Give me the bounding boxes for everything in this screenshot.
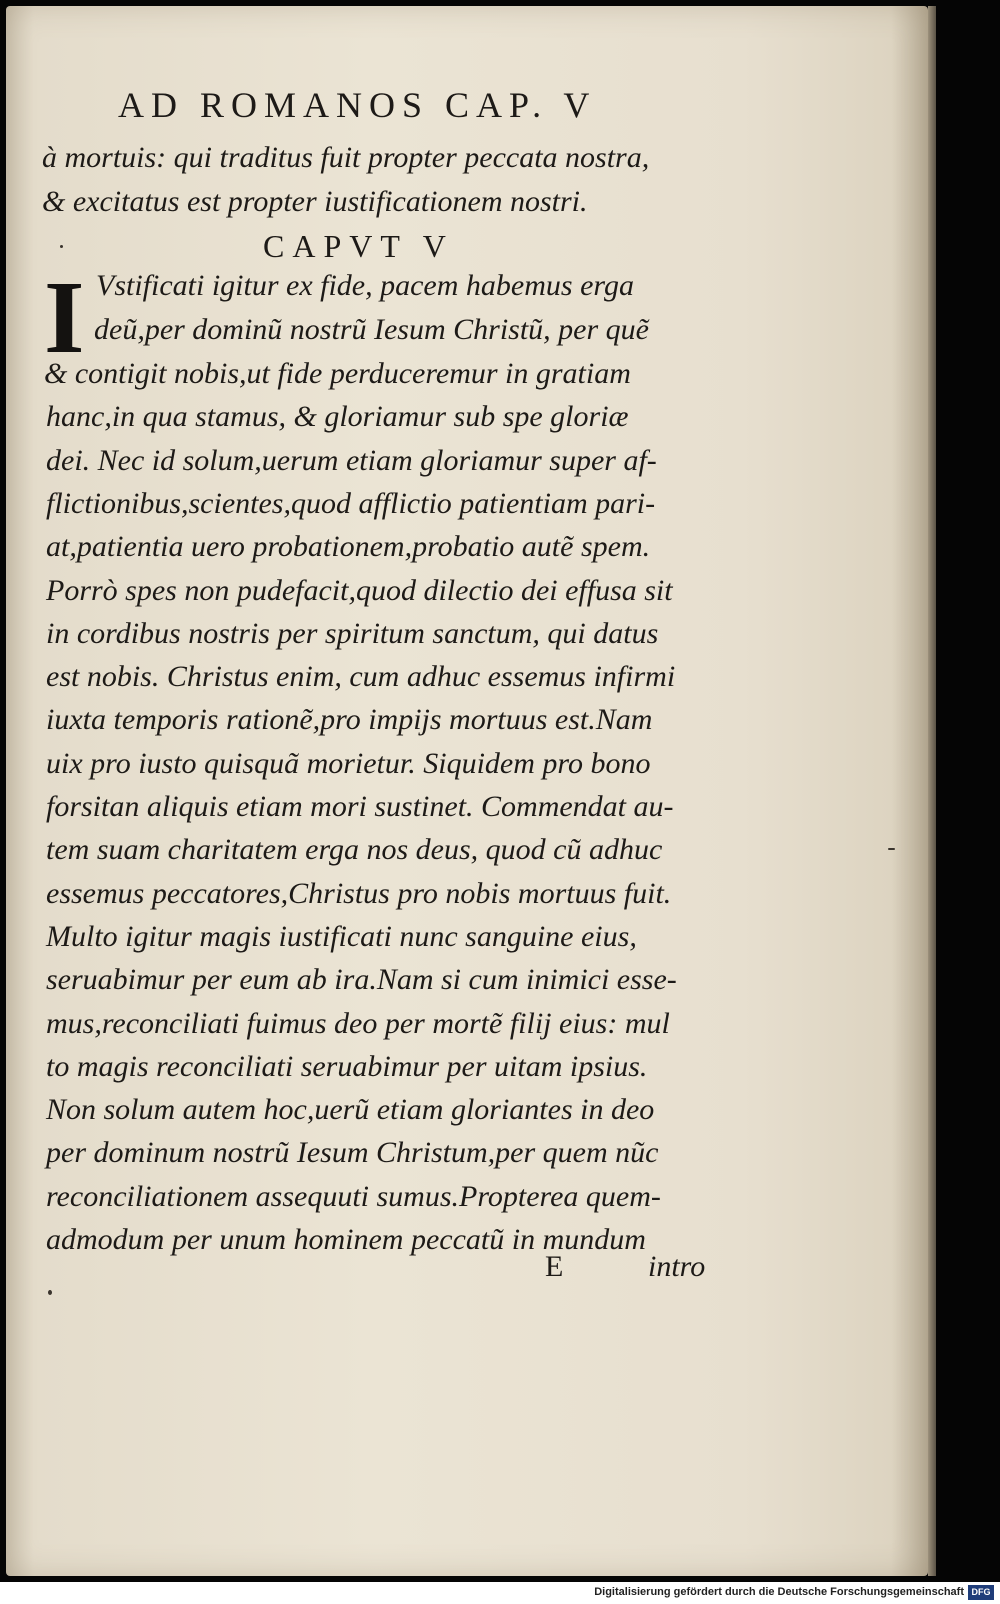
text-line-11: iuxta temporis rationẽ,pro impijs mortuus est.Nam — [46, 703, 653, 736]
text-line-13: forsitan aliquis etiam mori sustinet. Commendat au- — [46, 790, 674, 823]
text-line-12: uix pro iusto quisquã morietur. Siquidem pro bono — [46, 747, 651, 780]
text-line-21: per dominum nostrũ Iesum Christum,per quem nũc — [46, 1136, 659, 1169]
page-edge — [928, 6, 936, 1576]
ink-speck — [888, 848, 895, 850]
text-line-4: hanc,in qua stamus, & gloriamur sub spe gloriæ — [46, 400, 629, 433]
dfg-logo: DFG — [968, 1585, 994, 1600]
text-line-19: to magis reconciliati seruabimur per uitam ipsius. — [46, 1050, 648, 1083]
text-line-14: tem suam charitatem erga nos deus, quod cũ adhuc — [46, 833, 663, 866]
text-line-8: Porrò spes non pudefacit,quod dilectio dei effusa sit — [46, 574, 673, 607]
intro-line-2: & excitatus est propter iustificationem nostri. — [42, 185, 588, 218]
running-header: AD ROMANOS CAP. V — [118, 85, 597, 125]
text-line-22: reconciliationem assequuti sumus.Propterea quem- — [46, 1180, 661, 1213]
intro-line-1: à mortuis: qui traditus fuit propter peccata nostra, — [42, 141, 650, 174]
text-line-2: deũ,per dominũ nostrũ Iesum Christũ, per quẽ — [94, 313, 649, 346]
text-line-7: at,patientia uero probationem,probatio autẽ spem. — [46, 530, 651, 563]
text-line-5: dei. Nec id solum,uerum etiam gloriamur super af- — [46, 444, 657, 477]
text-line-6: flictionibus,scientes,quod afflictio patientiam pari- — [46, 487, 656, 520]
text-line-23: admodum per unum hominem peccatũ in mundum — [46, 1223, 646, 1256]
catchword: intro — [648, 1250, 706, 1283]
text-line-9: in cordibus nostris per spiritum sanctum, qui datus — [46, 617, 659, 650]
text-line-16: Multo igitur magis iustificati nunc sanguine eius, — [46, 920, 637, 953]
text-line-1: Vstificati igitur ex fide, pacem habemus erga — [96, 269, 634, 302]
text-line-3: & contigit nobis,ut fide perduceremur in gratiam — [44, 357, 631, 390]
drop-initial: I — [44, 260, 85, 375]
text-line-20: Non solum autem hoc,uerũ etiam gloriantes in deo — [46, 1093, 655, 1126]
ink-speck — [60, 245, 63, 248]
ink-speck — [48, 1290, 52, 1295]
text-line-18: mus,reconciliati fuimus deo per mortẽ filij eius: mul — [46, 1007, 670, 1040]
chapter-heading: CAPVT V — [263, 228, 454, 264]
text-line-10: est nobis. Christus enim, cum adhuc essemus infirmi — [46, 660, 676, 693]
signature-mark: E — [545, 1250, 564, 1283]
text-line-15: essemus peccatores,Christus pro nobis mortuus fuit. — [46, 877, 672, 910]
footer-credit: Digitalisierung gefördert durch die Deutsche Forschungsgemeinschaft — [594, 1586, 964, 1598]
text-line-17: seruabimur per eum ab ira.Nam si cum inimici esse- — [46, 963, 677, 996]
